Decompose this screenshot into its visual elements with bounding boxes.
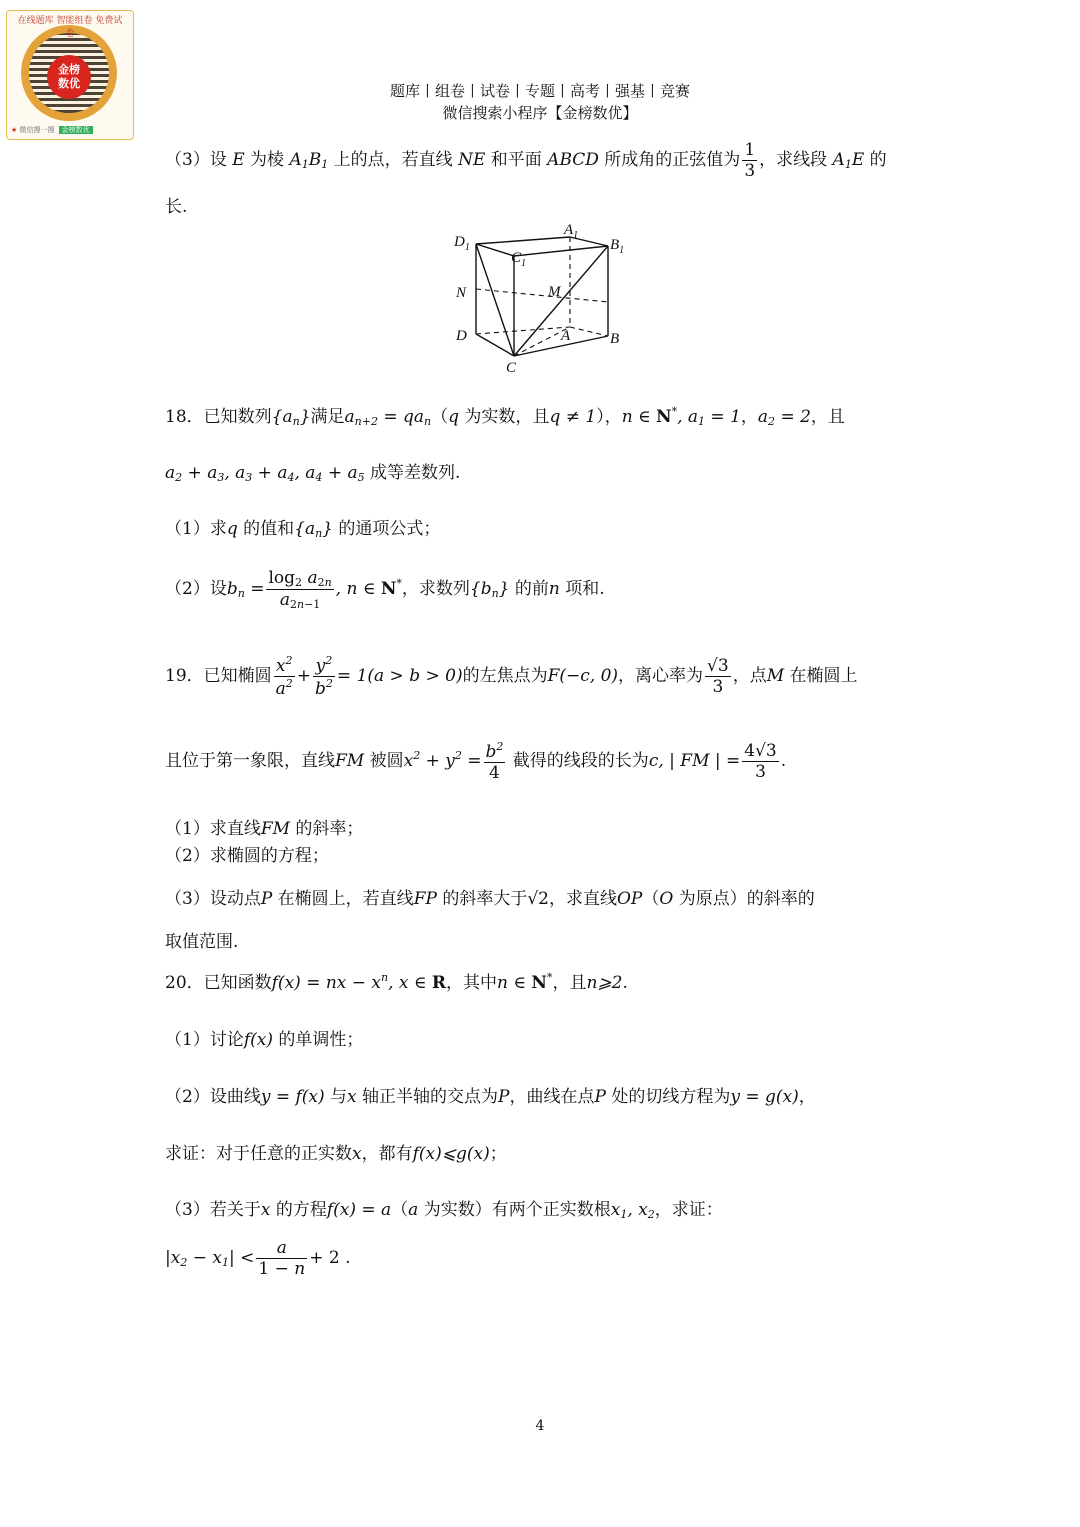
q20-part3	[165, 1195, 723, 1221]
text: 的	[864, 150, 887, 170]
q18-stem	[165, 402, 845, 428]
text: 所成角的正弦值为	[598, 150, 741, 170]
page-number: 4	[535, 1418, 545, 1434]
text: 的通项公式；	[333, 519, 441, 539]
text: （1）求直线	[165, 819, 261, 839]
math: E	[232, 150, 245, 170]
math: P	[498, 1087, 510, 1107]
fraction: $\frac{b^2}{4}$	[485, 740, 504, 783]
math: a	[408, 1200, 419, 1220]
label-A1: $A_1$	[564, 222, 579, 241]
text: 为实数，且	[459, 407, 550, 427]
text: 的方程	[270, 1200, 327, 1220]
math: $b_n$ =	[226, 579, 265, 600]
q20-part3-inequality	[165, 1238, 350, 1279]
text: 成等差数列.	[364, 463, 461, 483]
text: （2）设	[165, 579, 227, 599]
fraction: $\frac{\log_2 a_{2n}}{a_{2n-1}}$	[268, 568, 332, 611]
math: OP	[616, 889, 643, 909]
text: ，求线段	[759, 150, 833, 170]
text: （	[391, 1200, 409, 1220]
math: √2	[527, 889, 549, 909]
math: , n ∈ N*	[335, 577, 402, 599]
text: ，且	[810, 407, 845, 427]
fraction: $\frac{x^2}{a^2}$	[275, 654, 293, 699]
edge-d1-a1	[476, 237, 570, 244]
q18-part1	[165, 514, 440, 540]
q20-part1	[165, 1025, 363, 1050]
math: NE	[458, 150, 486, 170]
text: （3）若关于	[165, 1200, 261, 1220]
text: ，离心率为	[618, 666, 704, 686]
text: ），	[596, 407, 622, 427]
text: ，点	[732, 666, 767, 686]
text: （3）设动点	[165, 889, 261, 909]
text: 的前	[509, 579, 549, 599]
q18-stem-cont	[165, 458, 460, 484]
math: n	[548, 579, 560, 599]
q19-part2: （2）求椭圆的方程；	[165, 846, 329, 866]
star-icon: ★	[11, 126, 18, 134]
math: $a_2 = 2$	[757, 407, 811, 428]
q20-stem: 20．已知函数f(x) = nx − $x^n$, x ∈ R，其中n ∈ N*，且n⩾2.	[165, 971, 628, 993]
text: 被圆	[364, 751, 404, 771]
math: x	[260, 1200, 271, 1220]
text: （1）求	[165, 519, 227, 539]
q18-part2	[165, 568, 605, 611]
math: = 1(a > b > 0)	[336, 666, 463, 686]
fraction: $\frac{√3}{3}$	[707, 656, 729, 697]
math: FM	[335, 751, 365, 771]
text: （1）讨论	[165, 1030, 244, 1050]
logo-badge-line2: 数优	[58, 77, 80, 90]
fraction: $\frac{4√3}{3}$	[744, 741, 777, 782]
math: F(−c, 0)	[547, 666, 619, 686]
text: ，求证：	[654, 1200, 723, 1220]
logo-foot-right: 金榜数优	[59, 126, 93, 134]
prism-figure	[440, 222, 650, 382]
logo-foot-left: 微信搜一搜	[19, 126, 55, 134]
text: 19．已知椭圆	[165, 666, 272, 686]
text: 为实数）有两个正实数根	[418, 1200, 611, 1220]
text: 的值和	[237, 519, 295, 539]
math: $\{b_n\}$	[469, 579, 510, 600]
text: 在椭圆上，若直线	[272, 889, 414, 909]
math: f(x)⩽g(x)	[412, 1144, 490, 1164]
math: q ≠ 1	[549, 407, 597, 427]
text: 为棱	[244, 150, 290, 170]
math: $a_{n+2} = qa_n$	[344, 407, 432, 428]
math: FM	[260, 819, 291, 839]
fraction: $\frac{a}{1 - n}$	[258, 1238, 306, 1279]
math: q	[226, 519, 238, 539]
label-D1: $D_1$	[454, 234, 470, 253]
text: 截得的线段的长为	[507, 751, 649, 771]
text: 20．已知函数	[165, 973, 272, 993]
math: M	[766, 666, 785, 686]
math: y = g(x)	[730, 1087, 799, 1107]
text: 上的点，若直线	[328, 150, 459, 170]
q17-part3	[165, 140, 887, 181]
math: f(x)	[243, 1030, 273, 1050]
q19-part1	[165, 814, 363, 839]
text: ，且	[552, 973, 587, 993]
text: ，	[798, 1087, 816, 1107]
math: n ∈ N*, $a_1 = 1$	[621, 405, 741, 428]
text: ，曲线在点	[509, 1087, 595, 1107]
q19-stem-cont: 且位于第一象限，直线FM 被圆$x^2 + y^2$ = $\frac{b^2}{4}$ 截得的线段的长为c, | FM | = $\frac{4√3}{3}$ .	[165, 740, 787, 783]
logo-footer	[11, 125, 93, 135]
label-A: A	[561, 328, 571, 344]
label-M: M	[548, 284, 561, 300]
label-D: D	[456, 328, 467, 344]
q20-part2-cont	[165, 1139, 507, 1164]
math: + 2 .	[309, 1248, 351, 1268]
q19-part3-cont: 取值范围.	[165, 932, 239, 952]
text: ，	[740, 407, 758, 427]
text: ，都有	[361, 1144, 413, 1164]
math: $|x_2 - x_1|$ <	[165, 1248, 255, 1269]
label-B1: $B_1$	[610, 237, 625, 256]
math: $\{a_n\}$	[271, 407, 311, 428]
math: f(x) = nx − $x^n$, x ∈ R	[271, 971, 447, 993]
text: ，求数列	[401, 579, 470, 599]
header-nav-text: 题库丨组卷丨试卷丨专题丨高考丨强基丨竞赛	[389, 82, 690, 100]
math: x	[352, 1144, 362, 1164]
q20-part2	[165, 1082, 816, 1107]
text: 且位于第一象限，直线	[165, 751, 335, 771]
text: 求证：对于任意的正实数	[165, 1144, 352, 1164]
text: 在椭圆上	[784, 666, 858, 686]
text: 与	[324, 1087, 348, 1107]
logo-badge-line1: 金榜	[58, 63, 80, 76]
text: （	[642, 889, 660, 909]
text: 满足	[310, 407, 345, 427]
math: y = f(x)	[260, 1087, 325, 1107]
math: P	[594, 1087, 606, 1107]
math: n⩾2	[586, 973, 623, 993]
text: 处的切线方程为	[605, 1087, 731, 1107]
fraction: $\frac{y^2}{b^2}$	[315, 654, 333, 699]
math: $A_1B_1$	[289, 150, 329, 171]
header-subtitle: 微信搜索小程序【金榜数优】	[442, 104, 638, 122]
text: （	[431, 407, 449, 427]
fraction: $\frac{1}{3}$	[744, 140, 756, 181]
q19-part3	[165, 884, 815, 909]
math: f(x) = a	[326, 1200, 392, 1220]
logo-top-text: 在线题库 智能组卷 免费试卷	[17, 16, 123, 39]
math: n ∈ N*	[497, 971, 553, 993]
text: ，求直线	[548, 889, 617, 909]
text: 的左焦点为	[462, 666, 548, 686]
text: （2）设曲线	[165, 1087, 261, 1107]
math: q	[448, 407, 460, 427]
math: $a_2 + a_3$, $a_3 + a_4$, $a_4 + a_5$	[165, 463, 365, 484]
math: $x_1$, $x_2$	[610, 1200, 655, 1221]
text: 的斜率大于	[436, 889, 528, 909]
text: 和平面	[485, 150, 548, 170]
label-B: B	[610, 331, 620, 347]
text: 的单调性；	[272, 1030, 364, 1050]
text: ；	[489, 1144, 507, 1164]
q17-part3-cont: 长.	[165, 197, 188, 217]
math: ABCD	[547, 150, 599, 170]
text: 的斜率；	[290, 819, 364, 839]
text: 为原点）的斜率的	[673, 889, 815, 909]
q19-stem: 19．已知椭圆 $\frac{x^2}{a^2}$ + $\frac{y^2}{b^2}$ = 1(a > b > 0)的左焦点为F(−c, 0)，离心率为 $\frac{√3}{3}$ ，点M 在椭圆上	[165, 654, 858, 699]
text: （3）设	[165, 150, 233, 170]
text: ，其中	[446, 973, 498, 993]
math: $x^2 + y^2$ =	[403, 749, 482, 771]
math: c, | FM | =	[648, 751, 741, 771]
math: P	[260, 889, 273, 909]
math: FP	[413, 889, 437, 909]
text: 18．已知数列	[165, 407, 272, 427]
math: $\{a_n\}$	[294, 519, 333, 540]
label-N: N	[456, 285, 467, 301]
text: 项和.	[559, 579, 605, 599]
math: x	[347, 1087, 357, 1107]
text: 轴正半轴的交点为	[356, 1087, 499, 1107]
label-C1: $C_1$	[511, 250, 527, 269]
math: $A_1E$	[832, 150, 865, 171]
math: O	[659, 889, 674, 909]
label-C: C	[506, 360, 517, 376]
